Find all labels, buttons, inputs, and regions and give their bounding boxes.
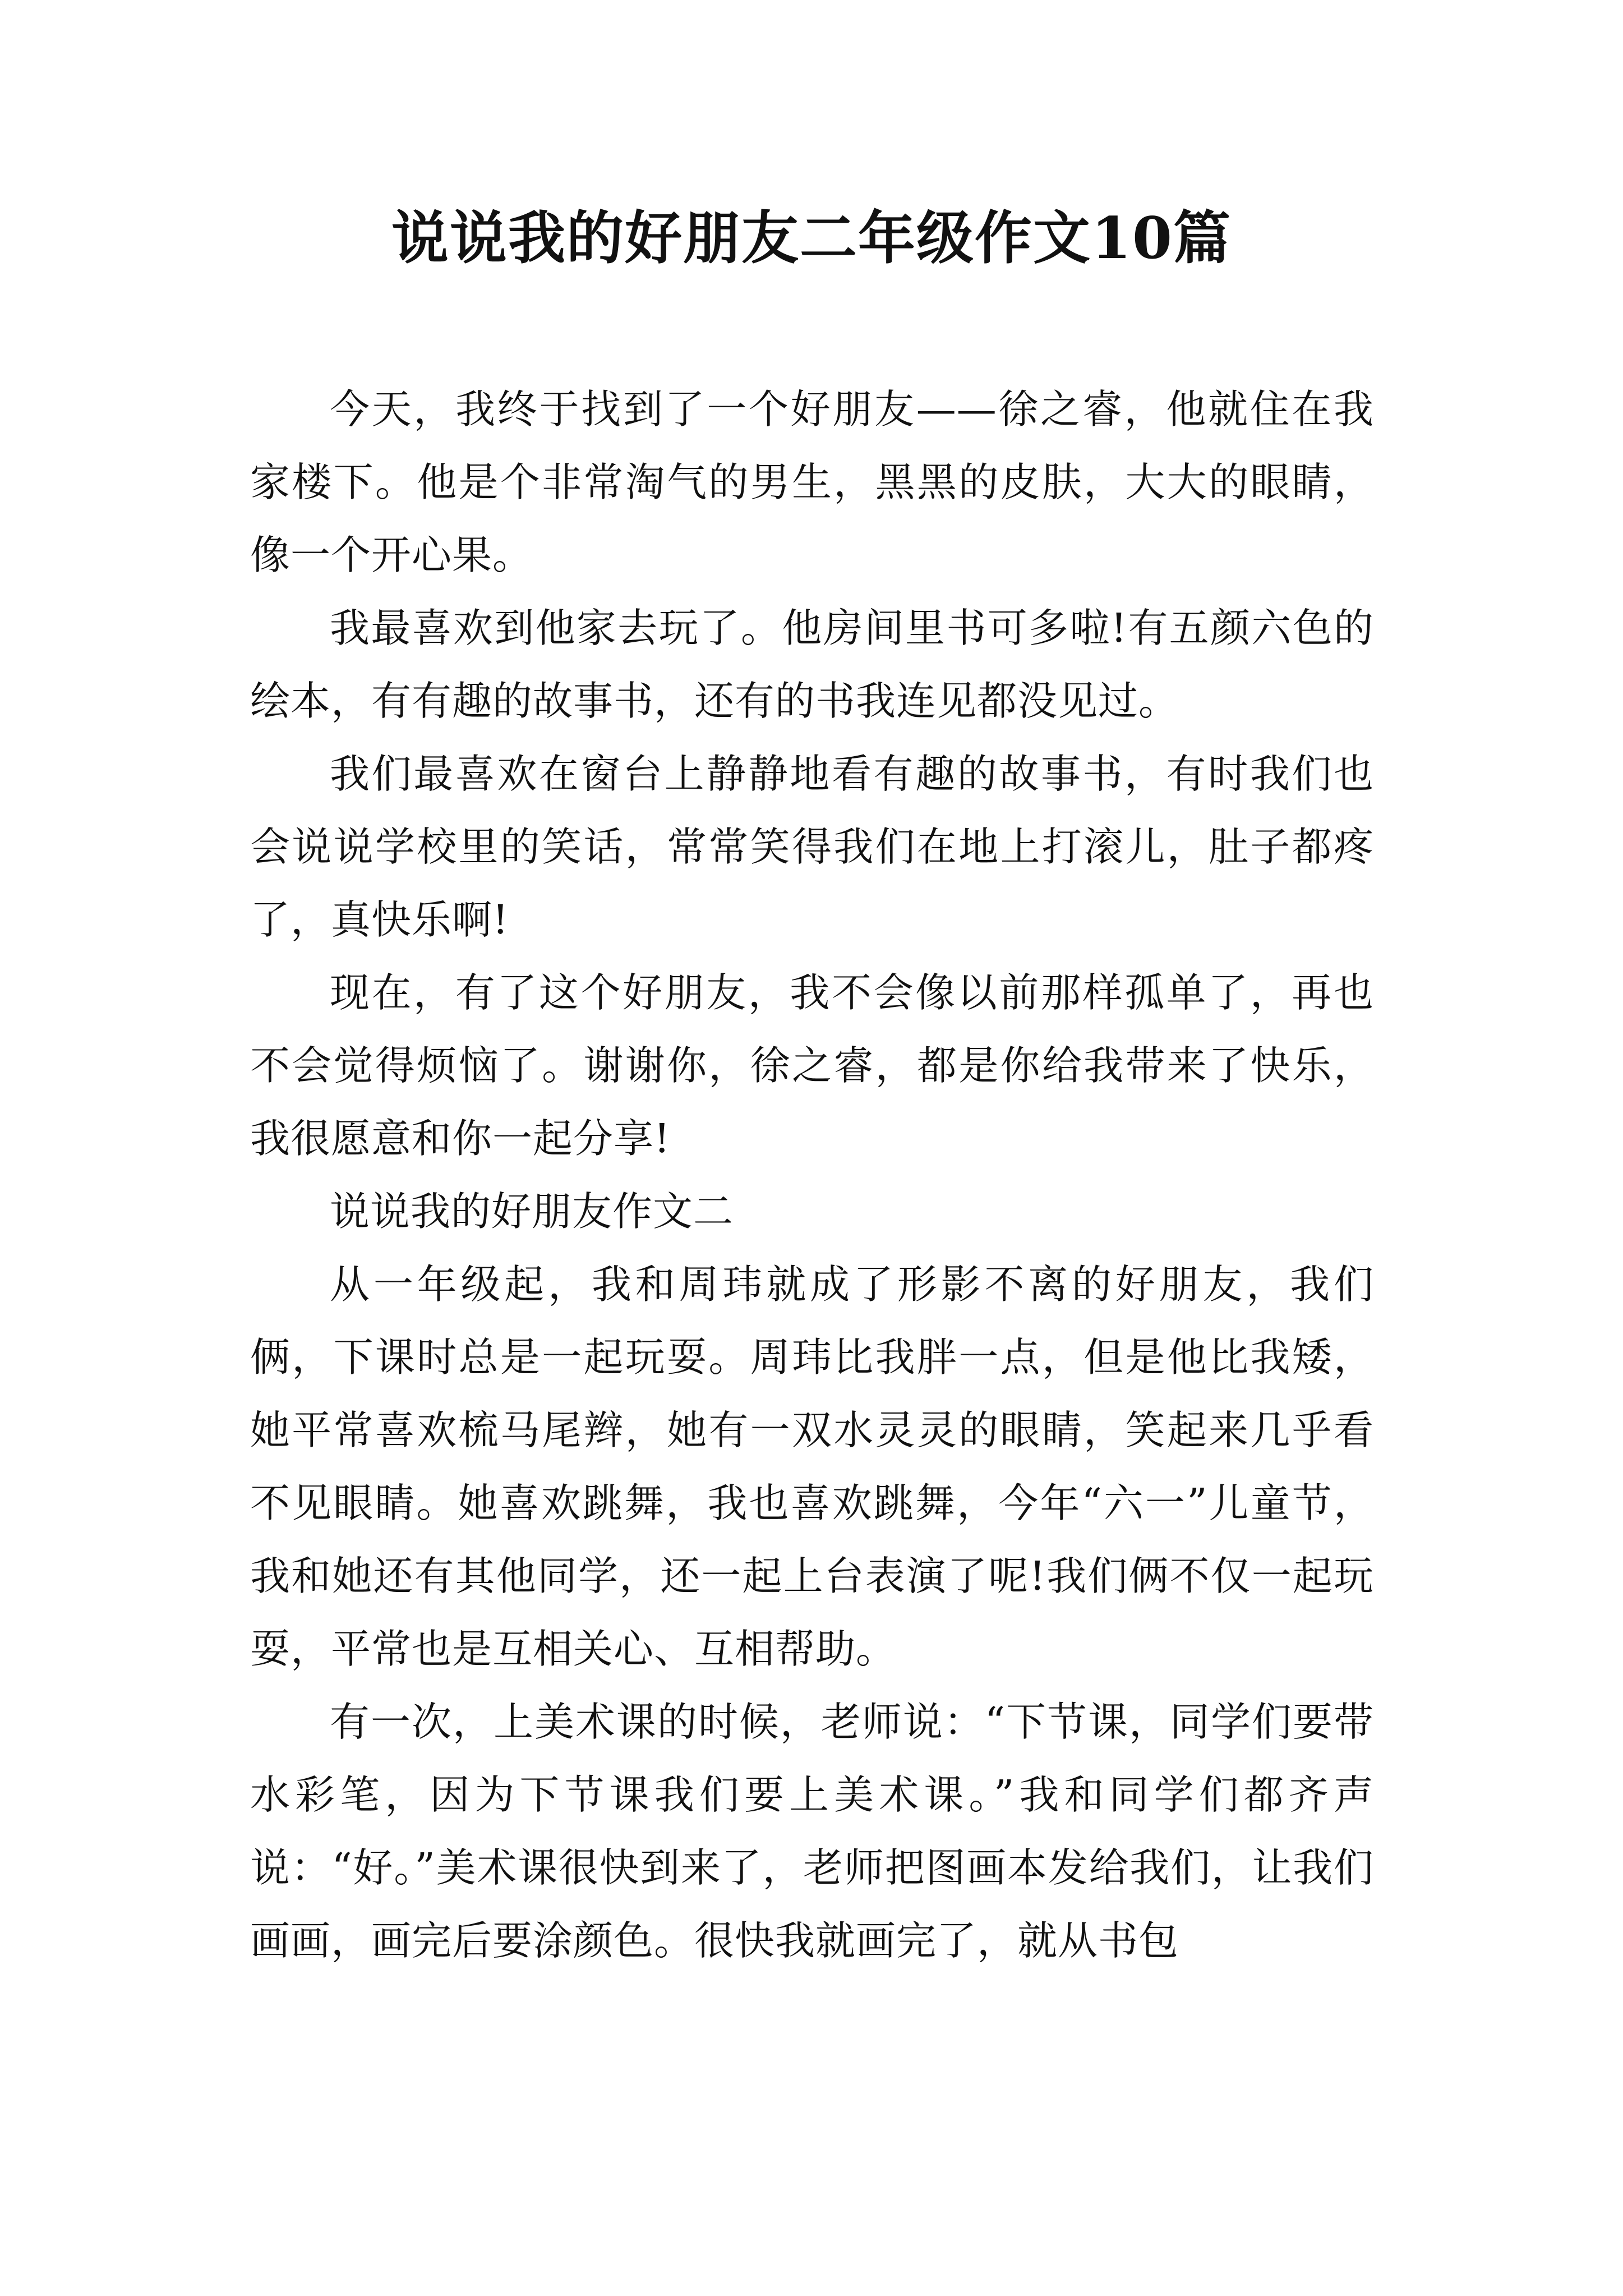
paragraph: 我最喜欢到他家去玩了。他房间里书可多啦!有五颜六色的绘本，有有趣的故事书，还有的书我连见都没见过。 xyxy=(250,605,1374,724)
document-title: 说说我的好朋友二年级作文10篇 xyxy=(391,205,1232,272)
paragraph: 有一次，上美术课的时候，老师说：“下节课，同学们要带水彩笔，因为下节课我们要上美术课。”我和同学们都齐声说：“好。”美术课很快到来了，老师把图画本发给我们，让我们画画，画完后要涂颜色。很快我就画完了，就从书包 xyxy=(250,1699,1374,1964)
paragraph: 现在，有了这个好朋友，我不会像以前那样孤单了，再也不会觉得烦恼了。谢谢你，徐之睿，都是你给我带来了快乐，我很愿意和你一起分享! xyxy=(250,969,1374,1162)
paragraph: 我们最喜欢在窗台上静静地看有趣的故事书，有时我们也会说说学校里的笑话，常常笑得我们在地上打滚儿，肚子都疼了，真快乐啊! xyxy=(250,751,1374,943)
paragraph: 今天，我终于找到了一个好朋友——徐之睿，他就住在我家楼下。他是个非常淘气的男生，黑黑的皮肤，大大的眼睛，像一个开心果。 xyxy=(250,386,1374,578)
paragraph: 从一年级起，我和周玮就成了形影不离的好朋友，我们俩，下课时总是一起玩耍。周玮比我胖一点，但是他比我矮，她平常喜欢梳马尾辫，她有一双水灵灵的眼睛，笑起来几乎看不见眼睛。她喜欢跳舞，我也喜欢跳舞，今年“六一”儿童节，我和她还有其他同学，还一起上台表演了呢!我们俩不仅一起玩耍，平常也是互相关心、互相帮助。 xyxy=(250,1261,1374,1672)
document-body xyxy=(250,373,1374,1977)
section-heading: 说说我的好朋友作文二 xyxy=(330,1188,734,1235)
